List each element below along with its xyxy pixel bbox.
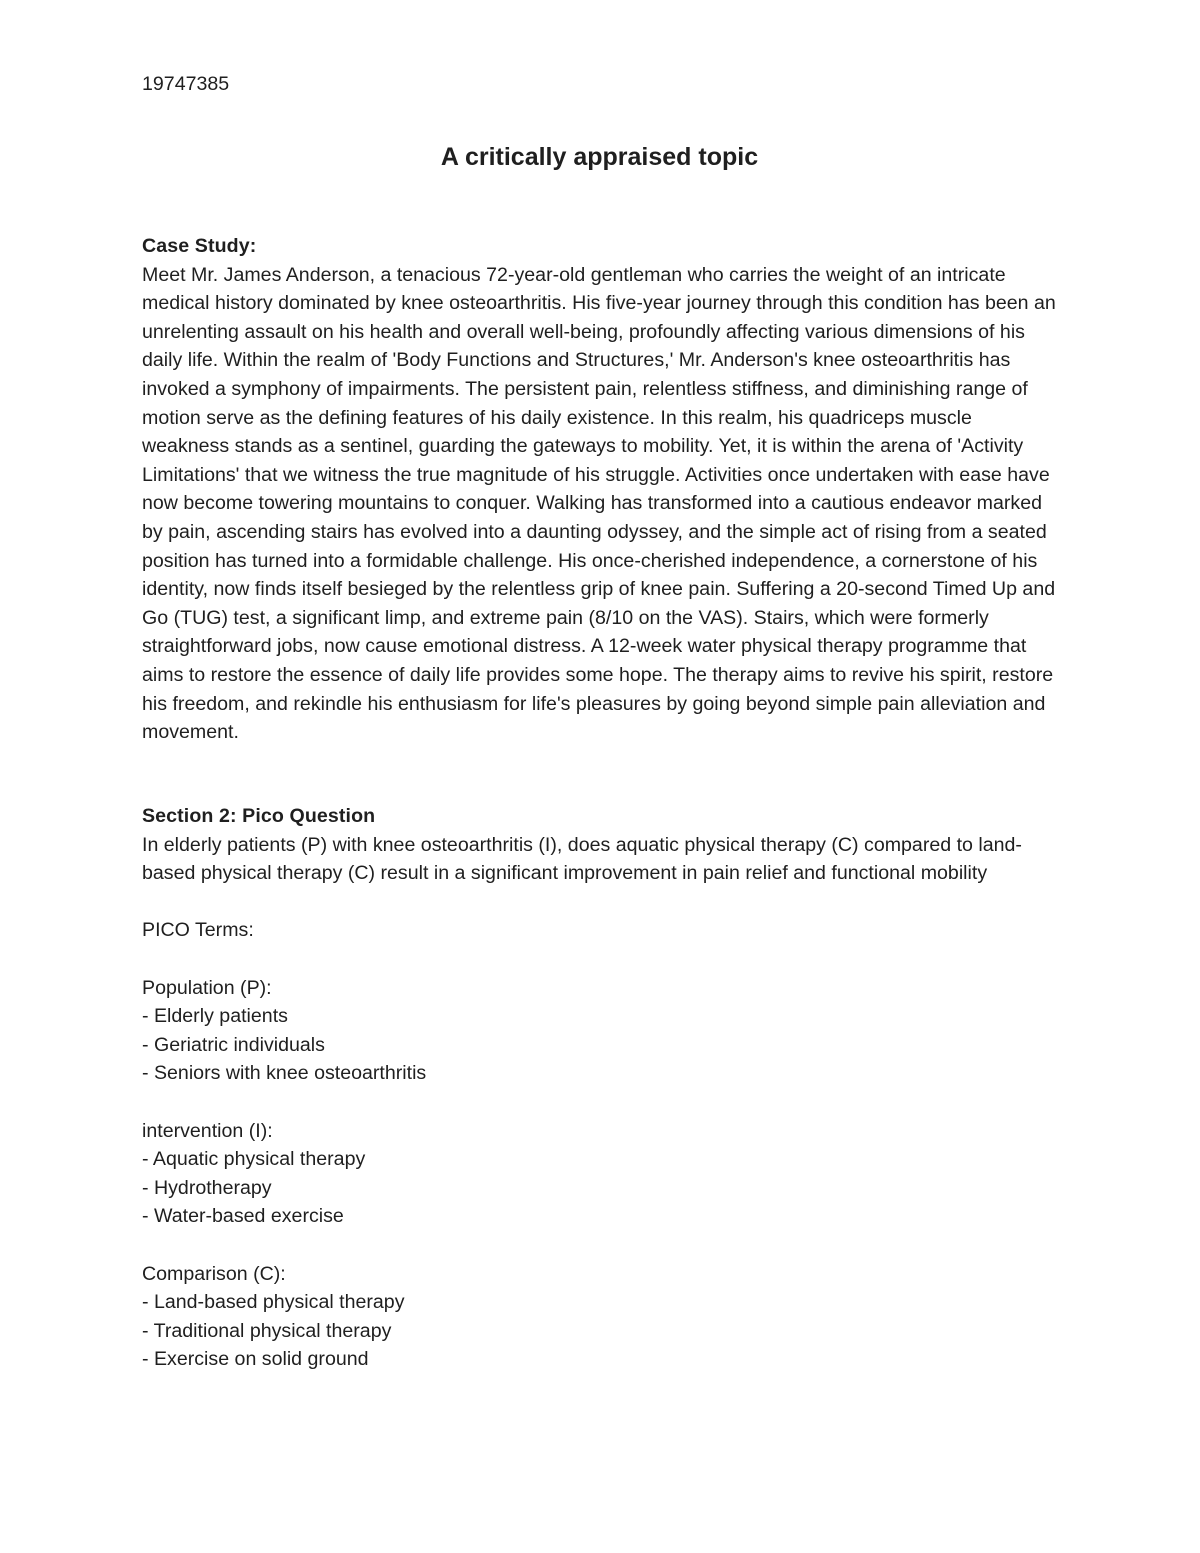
spacer (142, 1231, 1057, 1260)
pico-question-text: In elderly patients (P) with knee osteoarthritis (I), does aquatic physical therapy (C) compared to land-based physical therapy (C) result in a significant improvement in pain relief and functional mobility (142, 833, 1022, 885)
pico-question-section (142, 802, 1057, 1374)
comparison-item: - Traditional physical therapy (142, 1319, 392, 1342)
pico-terms-label: PICO Terms: (142, 919, 254, 942)
pico-terms-list (142, 888, 1057, 1374)
comparison-item: - Exercise on solid ground (142, 1348, 369, 1371)
case-study-section (142, 232, 1057, 747)
comparison-item: - Land-based physical therapy (142, 1291, 405, 1314)
intervention-item: - Hydrotherapy (142, 1176, 272, 1199)
intervention-item: - Aquatic physical therapy (142, 1148, 366, 1171)
pico-question-heading: Section 2: Pico Question (142, 805, 376, 827)
population-label: Population (P): (142, 976, 272, 999)
spacer (142, 888, 1057, 917)
case-study-paragraph: Meet Mr. James Anderson, a tenacious 72-year-old gentleman who carries the weight of an intricate medical history dominated by knee osteoarthritis. His five-year journey through this condition has been an unrelenting assault on his health and overall well-being, profoundly affecting various dimensions of his daily life. Within the realm of 'Body Functions and Structures,' Mr. Anderson's knee osteoarthritis has invoked a symphony of impairments. The persistent pain, relentless stiffness, and diminishing range of motion serve as the defining features of his daily existence. In this realm, his quadriceps muscle weakness stands as a sentinel, guarding the gateways to mobility. Yet, it is within the arena of 'Activity Limitations' that we witness the true magnitude of his struggle. Activities once undertaken with ease have now become towering mountains to conquer. Walking has transformed into a cautious endeavor marked by pain, ascending stairs has evolved into a daunting odyssey, and the simple act of rising from a seated position has turned into a formidable challenge. His once-cherished independence, a cornerstone of his identity, now finds itself besieged by the relentless grip of knee pain. Suffering a 20-second Timed Up and Go (TUG) test, a significant limp, and extreme pain (8/10 on the VAS). Stairs, which were formerly straightforward jobs, now cause emotional distress. A 12-week water physical therapy programme that aims to restore the essence of daily life provides some hope. The therapy aims to revive his spirit, restore his freedom, and rekindle his enthusiasm for life's pleasures by going beyond simple pain alleviation and movement. (142, 263, 1056, 744)
comparison-label: Comparison (C): (142, 1262, 286, 1285)
intervention-item: - Water-based exercise (142, 1205, 344, 1228)
case-study-heading: Case Study: (142, 235, 257, 257)
student-id-number: 19747385 (142, 73, 230, 95)
page-content (142, 70, 1057, 1371)
document-title: A critically appraised topic (440, 143, 759, 171)
spacer (142, 1088, 1057, 1117)
intervention-label: intervention (I): (142, 1119, 273, 1142)
population-item: - Seniors with knee osteoarthritis (142, 1062, 427, 1085)
spacer (142, 945, 1057, 974)
population-item: - Elderly patients (142, 1005, 288, 1028)
population-item: - Geriatric individuals (142, 1033, 325, 1056)
